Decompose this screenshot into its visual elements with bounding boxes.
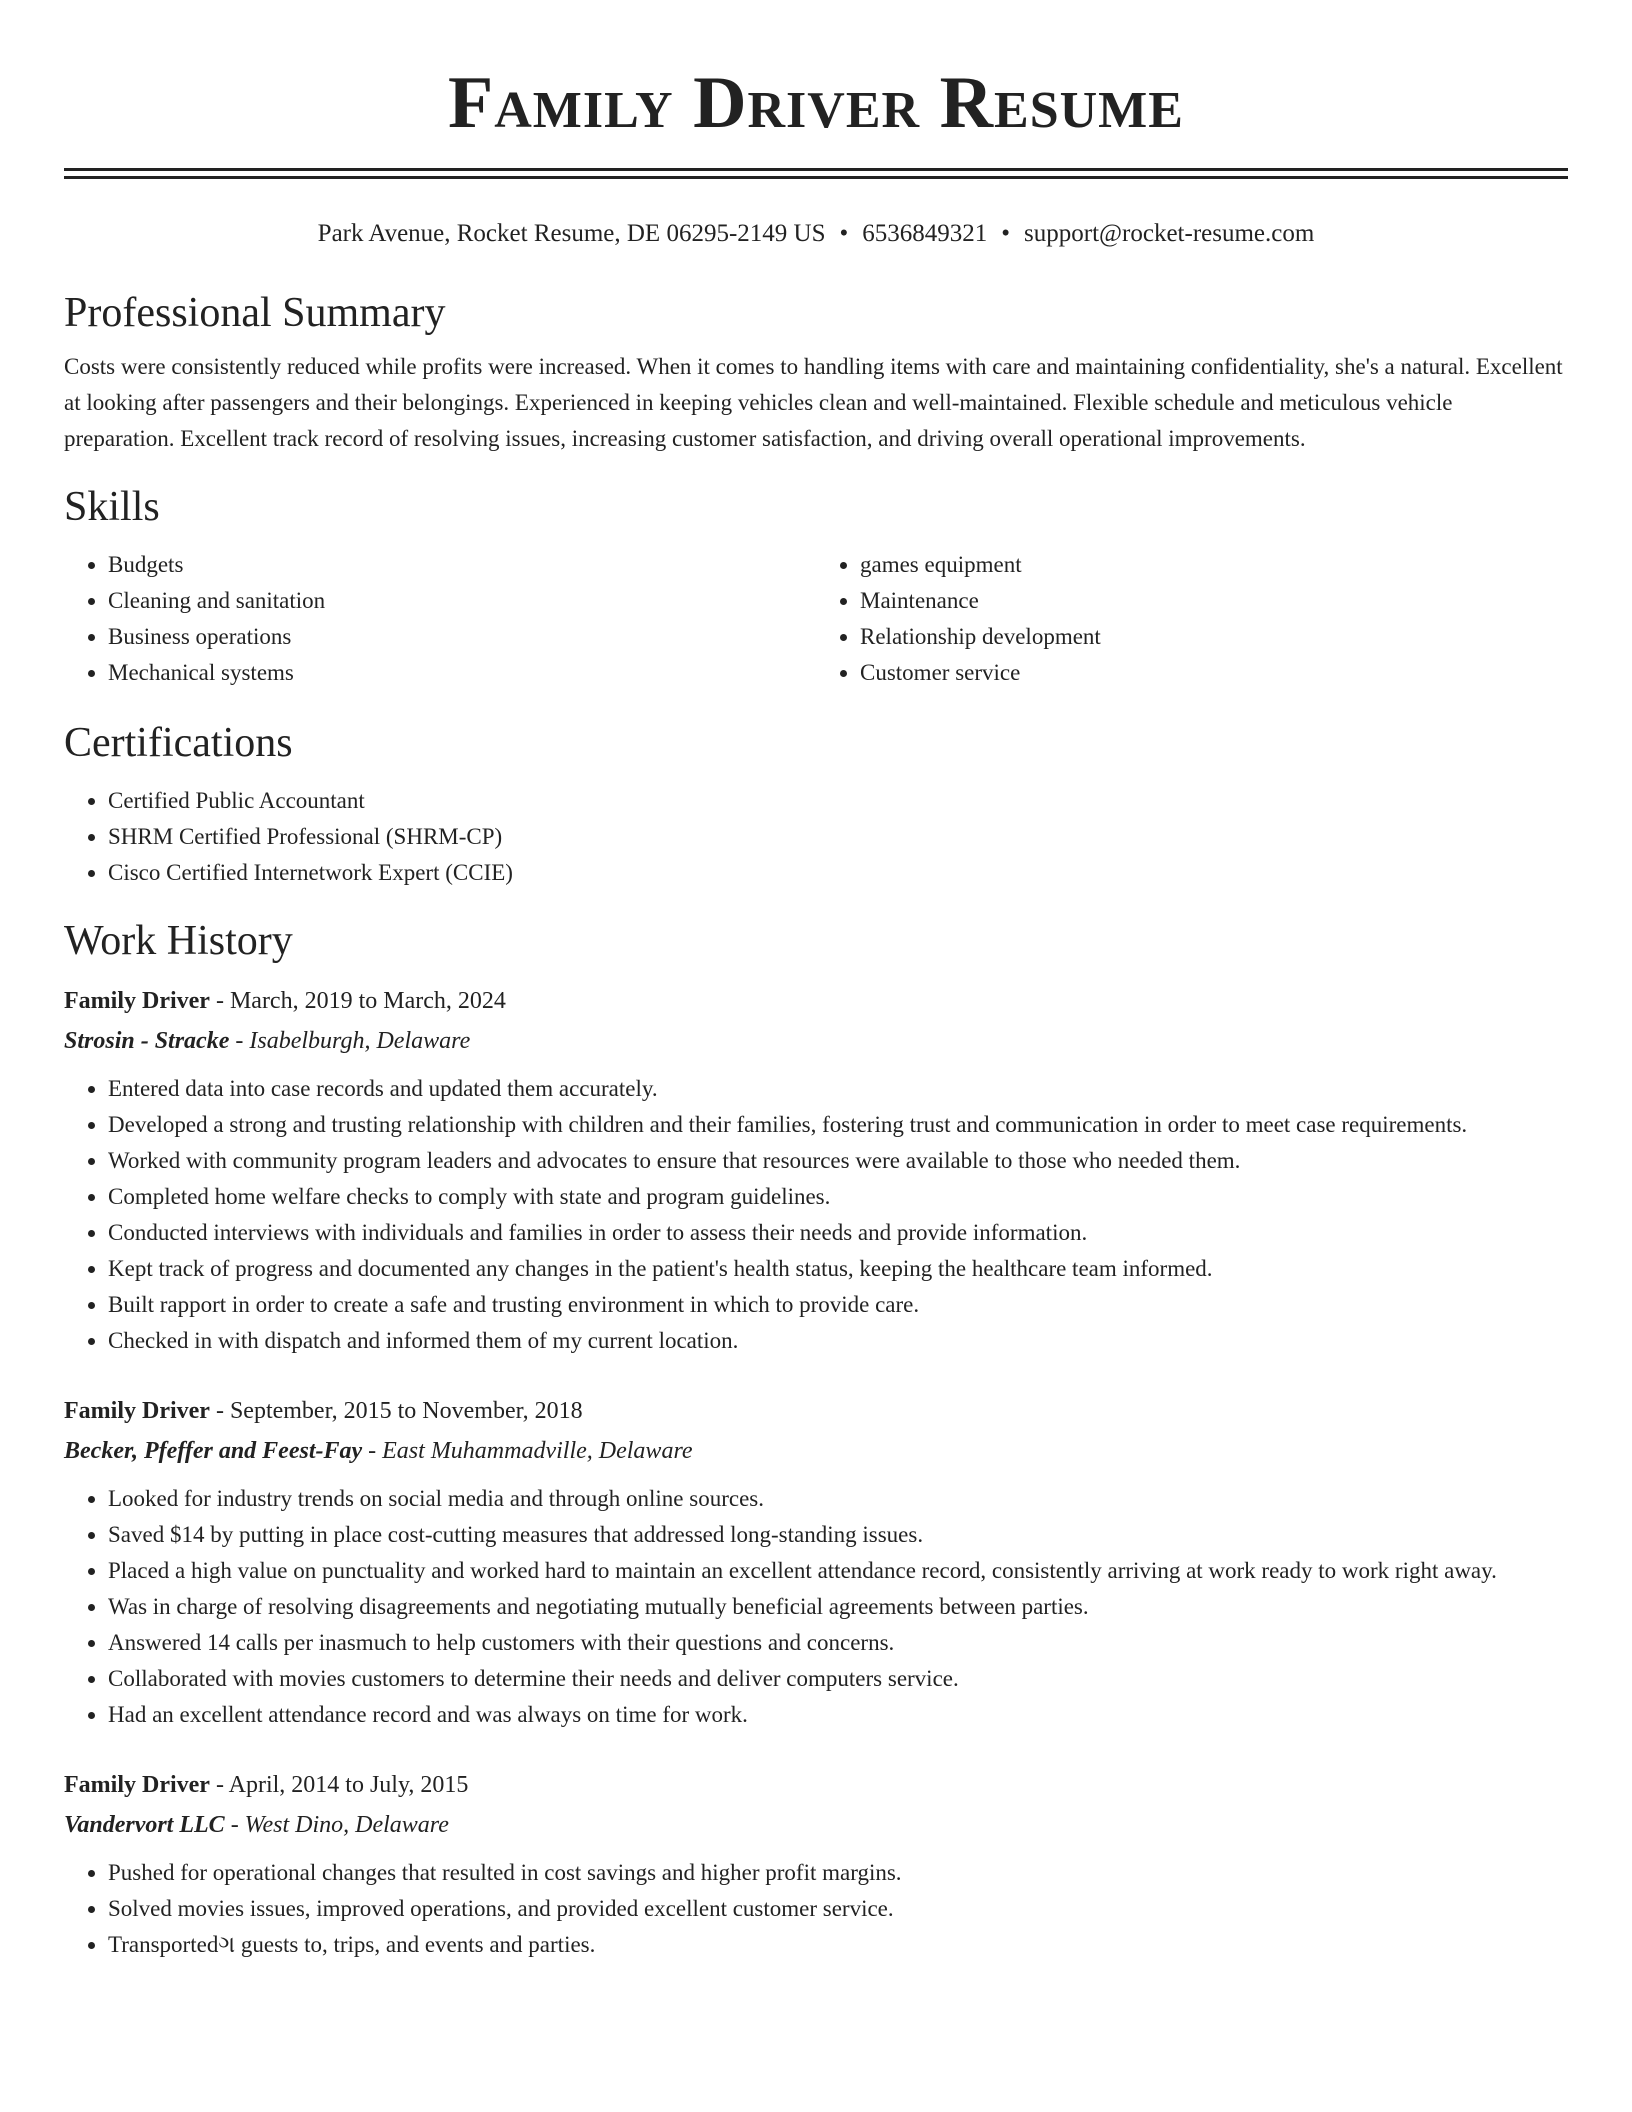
job-bullet: • Completed home welfare checks to comply with state and program guidelines.	[108, 1179, 1568, 1215]
job-bullet: • Conducted interviews with individuals and families in order to assess their needs and provide information.	[108, 1215, 1568, 1251]
job-bullet: • Was in charge of resolving disagreements and negotiating mutually beneficial agreements between parties.	[108, 1589, 1568, 1625]
skills-columns	[64, 547, 1568, 691]
job-title-line	[64, 1391, 1568, 1431]
job-bullet: • Saved $14 by putting in place cost-cutting measures that addressed long-standing issues.	[108, 1517, 1568, 1553]
summary-text: Costs were consistently reduced while profits were increased. When it comes to handling items with care and maintaining confidentiality, she's a natural. Excellent at looking after passengers and their belongings. Experienced in keeping vehicles clean and well-maintained. Flexible schedule and meticulous vehicle preparation. Excellent track record of resolving issues, increasing customer satisfaction, and driving overall operational improvements.	[64, 354, 1563, 451]
summary-heading: Professional Summary	[64, 290, 446, 336]
job-bullet: • Looked for industry trends on social media and through online sources.	[108, 1481, 1568, 1517]
job-title: Family Driver	[64, 1398, 210, 1424]
job-entry	[64, 1391, 1568, 1733]
job-bullet: • Answered 14 calls per inasmuch to help customers with their questions and concerns.	[108, 1625, 1568, 1661]
job-bullet: • Checked in with dispatch and informed them of my current location.	[108, 1323, 1568, 1359]
job-bullet: • Pushed for operational changes that resulted in cost savings and higher profit margins.	[108, 1855, 1568, 1891]
job-bullet: • Developed a strong and trusting relationship with children and their families, fostering trust and communication in order to meet case requirements.	[108, 1107, 1568, 1143]
job-bullet: • Entered data into case records and updated them accurately.	[108, 1071, 1568, 1107]
job-bullet: • Transportedગ guests to, trips, and events and parties.	[108, 1927, 1568, 1963]
job-bullet: • Solved movies issues, improved operations, and provided excellent customer service.	[108, 1891, 1568, 1927]
skills-list-right	[816, 547, 1568, 691]
skill-item: • Business operations	[108, 619, 816, 655]
skill-item: • Relationship development	[860, 619, 1568, 655]
job-dates: - April, 2014 to July, 2015	[209, 1772, 469, 1798]
job-bullets	[64, 1071, 1568, 1359]
job-bullet: • Placed a high value on punctuality and worked hard to maintain an excellent attendance record, consistently arriving at work ready to work right away.	[108, 1553, 1568, 1589]
job-company: Becker, Pfeffer and Feest-Fay	[64, 1438, 363, 1464]
resume-title: Family Driver Resume	[448, 62, 1184, 144]
job-bullets	[64, 1481, 1568, 1733]
job-bullet: • Kept track of progress and documented any changes in the patient's health status, keeping the healthcare team informed.	[108, 1251, 1568, 1287]
job-title: Family Driver	[64, 1772, 210, 1798]
certification-item: • SHRM Certified Professional (SHRM-CP)	[108, 819, 1568, 855]
job-company: Vandervort LLC	[64, 1812, 225, 1838]
contact-address: Park Avenue, Rocket Resume, DE 06295-2149 US	[317, 220, 826, 247]
job-entry	[64, 981, 1568, 1359]
job-company: Strosin - Stracke	[64, 1028, 230, 1054]
title-double-rule	[64, 168, 1568, 179]
job-bullet: • Had an excellent attendance record and was always on time for work.	[108, 1697, 1568, 1733]
skills-heading: Skills	[64, 484, 160, 530]
work-history-heading: Work History	[64, 918, 293, 964]
contact-separator: •	[1001, 220, 1011, 247]
job-bullet: • Worked with community program leaders and advocates to ensure that resources were available to those who needed them.	[108, 1143, 1568, 1179]
contact-email[interactable]: support@rocket-resume.com	[1024, 220, 1315, 247]
skill-item: • Customer service	[860, 655, 1568, 691]
skill-item: • Mechanical systems	[108, 655, 816, 691]
job-dates: - September, 2015 to November, 2018	[209, 1398, 583, 1424]
certifications-list	[64, 783, 1568, 891]
job-title-line	[64, 981, 1568, 1021]
job-company-line	[64, 1805, 1568, 1845]
job-location: - West Dino, Delaware	[224, 1812, 449, 1838]
job-bullets	[64, 1855, 1568, 1963]
skill-item: • Maintenance	[860, 583, 1568, 619]
resume-page	[64, 0, 1568, 1963]
job-company-line	[64, 1431, 1568, 1471]
job-bullet: • Collaborated with movies customers to determine their needs and deliver computers service.	[108, 1661, 1568, 1697]
certification-item: • Certified Public Accountant	[108, 783, 1568, 819]
skill-item: • Cleaning and sanitation	[108, 583, 816, 619]
contact-line	[64, 217, 1568, 251]
job-dates: - March, 2019 to March, 2024	[209, 988, 506, 1014]
skills-list-left	[64, 547, 816, 691]
job-location: - East Muhammadville, Delaware	[362, 1438, 693, 1464]
skill-item: • Budgets	[108, 547, 816, 583]
job-title-line	[64, 1765, 1568, 1805]
job-title: Family Driver	[64, 988, 210, 1014]
job-entry	[64, 1765, 1568, 1963]
job-bullet: • Built rapport in order to create a safe and trusting environment in which to provide care.	[108, 1287, 1568, 1323]
certifications-heading: Certifications	[64, 720, 293, 766]
job-location: - Isabelburgh, Delaware	[229, 1028, 471, 1054]
contact-phone: 6536849321	[862, 220, 988, 247]
skill-item: • games equipment	[860, 547, 1568, 583]
contact-separator: •	[839, 220, 849, 247]
certification-item: • Cisco Certified Internetwork Expert (CCIE)	[108, 855, 1568, 891]
job-company-line	[64, 1021, 1568, 1061]
